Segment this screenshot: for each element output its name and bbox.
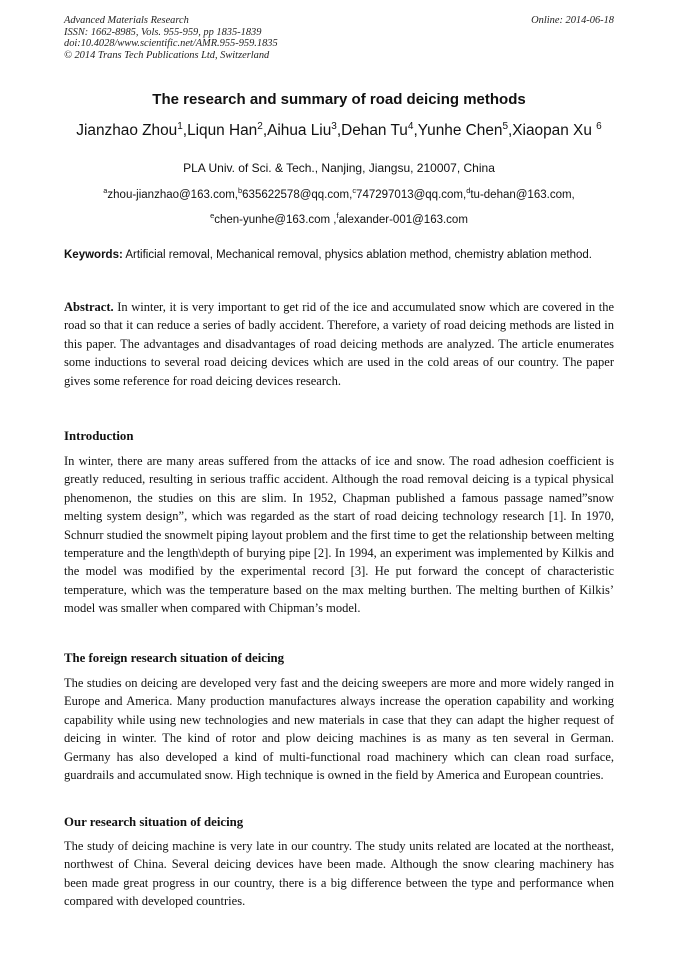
abstract-text: In winter, it is very important to get rid of the ice and accumulated snow which are covered in the road so that it can reduce a series of badly accident. Therefore, a variety of road deicing methods are listed in this paper. The advantages and disadvantages of road deicing methods are analyzed. The article enumerates some inductions to several road deicing devices which are used in the cold areas of our country. The paper gives some reference for road deicing devices research.: [64, 300, 614, 388]
email-address[interactable]: zhou-jianzhao@163.com,: [107, 189, 238, 201]
section-heading-our-research: Our research situation of deicing: [64, 815, 244, 829]
doi-line: doi:10.4028/www.scientific.net/AMR.955-959.1835: [64, 38, 278, 50]
section-paragraph-our-research: The study of deicing machine is very late in our country. The study units related are located at the northeast, northwest of China. Several deicing devices have been made. Although the snow clearing machinery has been made great progress in our country, there is a big difference between the type and performance when compared with developed countries.: [64, 839, 614, 909]
author-list: [40, 120, 638, 142]
keywords-text: Artificial removal, Mechanical removal, physics ablation method, chemistry ablation method.: [122, 249, 592, 261]
author-separator: ,: [413, 122, 418, 139]
author-separator: ,: [508, 122, 513, 139]
section-heading-foreign-research: The foreign research situation of deicing: [64, 651, 285, 665]
email-address[interactable]: alexander-001@163.com: [338, 214, 468, 226]
author-name: Yunhe Chen: [417, 122, 503, 139]
author-affiliation-mark: 4: [407, 120, 414, 132]
email-mark: a: [103, 186, 108, 196]
affiliation: PLA Univ. of Sci. & Tech., Nanjing, Jiangsu, 210007, China: [183, 161, 495, 175]
author-affiliation-mark: 3: [331, 120, 337, 132]
author-separator: ,: [336, 122, 342, 139]
section-heading-introduction: Introduction: [64, 429, 134, 443]
email-address[interactable]: tu-dehan@163.com,: [470, 189, 575, 201]
email-mark: f: [336, 211, 339, 221]
author-name: Xiaopan Xu: [512, 122, 597, 139]
keywords-label: Keywords:: [64, 249, 123, 261]
author-name: Dehan Tu: [341, 122, 408, 139]
author-name: Jianzhao Zhou: [76, 122, 178, 139]
email-mark: d: [466, 186, 471, 196]
author-affiliation-mark: 2: [257, 120, 263, 132]
journal-header: [64, 15, 278, 61]
author-name: Liqun Han: [187, 122, 258, 139]
author-affiliation-mark: 6: [596, 120, 602, 132]
online-date: Online: 2014-06-18: [531, 15, 614, 26]
author-name: Aihua Liu: [267, 122, 332, 139]
issn-line: ISSN: 1662-8985, Vols. 955-959, pp 1835-1839: [64, 26, 262, 38]
email-address[interactable]: 635622578@qq.com,: [242, 189, 353, 201]
keywords-block: [64, 247, 614, 264]
email-list: [64, 183, 614, 233]
journal-name: Advanced Materials Research: [64, 15, 189, 26]
section-paragraph-introduction: In winter, there are many areas suffered from the attacks of ice and snow. The road adhesion coefficient is greatly reduced, resulting in serious traffic accident. Although the road removal deicing is a typical physical phenomenon, the studies on this are slim. In 1952, Chapman published a famous passage named”snow melting system design”, which was regarded as the start of road deicing technology research [1]. In 1970, Schnurr studied the snowmelt piping layout problem and the first time to get the relationship between melting temperature and the length\depth of burying pipe [2]. In 1994, an experiment was implemented by Kilkis and the model was modified by the experimental record [3]. He put forward the concept of characteristic temperature, which was the temperature based on the max melting burthen. The melting burthen of Kilkis’ model was smaller when compared with Chipman’s model.: [64, 454, 614, 616]
author-affiliation-mark: 5: [502, 120, 509, 132]
email-mark: e: [210, 211, 215, 221]
abstract-block: [64, 298, 614, 390]
email-mark: c: [352, 186, 357, 196]
email-address[interactable]: chen-yunhe@163.com ,: [214, 214, 337, 226]
email-line: [64, 183, 614, 208]
author-separator: ,: [182, 122, 188, 139]
section-paragraph-foreign-research: The studies on deicing are developed very fast and the deicing sweepers are more and more widely ranged in Europe and America. Many production manufactures always increase the operation capability and working capability while using new technologies and new materials in case that they can adapt the higher request of deicing in winter. The kind of rotor and plow deicing machines is as many as ten several in German. Germany has also developed a kind of multi-functional road machinery which can clean road surface, guardrails and accumulated snow. High technique is owned in the field by America and European countries.: [64, 676, 614, 783]
email-address[interactable]: 747297013@qq.com,: [356, 189, 467, 201]
abstract-label: Abstract.: [64, 300, 114, 314]
email-line: [64, 208, 614, 233]
author-affiliation-mark: 1: [177, 120, 183, 132]
author-separator: ,: [262, 122, 268, 139]
copyright-line: © 2014 Trans Tech Publications Ltd, Switzerland: [64, 49, 270, 61]
email-mark: b: [238, 186, 243, 196]
paper-title: The research and summary of road deicing methods: [152, 91, 526, 108]
